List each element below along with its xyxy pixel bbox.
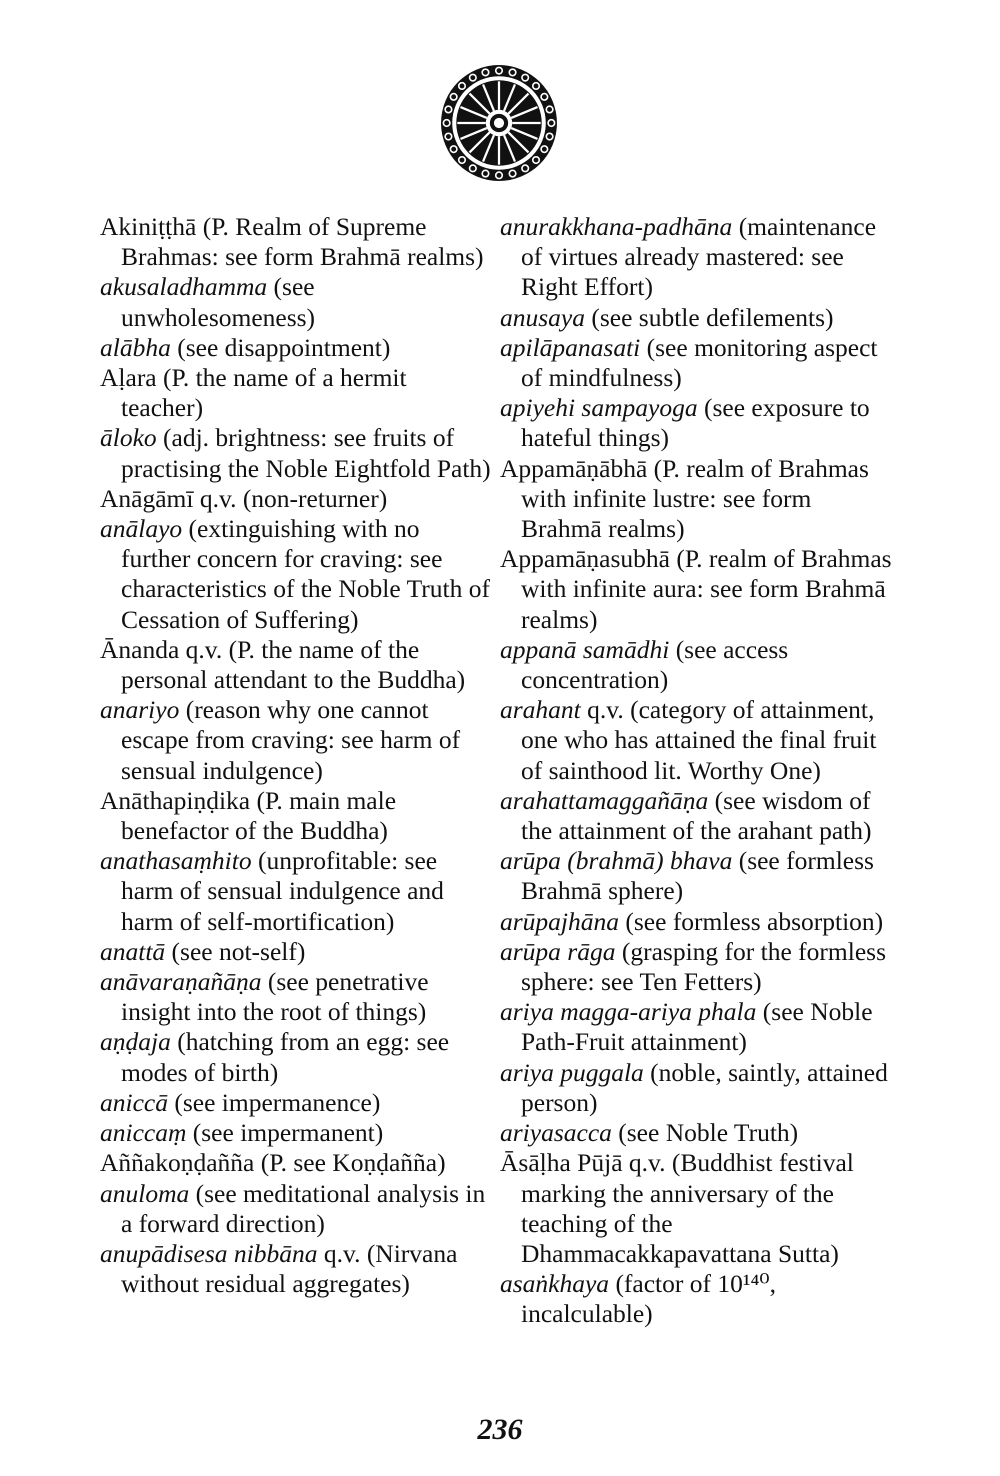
entry-text: (see monitoring aspect of mindfulness) [521, 332, 878, 393]
entry-term: aniccaṃ [100, 1118, 187, 1148]
entry-text: (reason why one cannot escape from craving: see harm of sensual indulgence) [121, 695, 461, 785]
glossary-entry [100, 1179, 492, 1239]
glossary-entry [500, 1148, 894, 1269]
entry-text: (factor of 10¹⁴⁰, incalculable) [521, 1269, 777, 1329]
entry-term: appanā samādhi [500, 634, 670, 664]
entry-text: (maintenance of virtues already mastered: see Right Effort) [521, 212, 877, 302]
glossary-entry [100, 635, 492, 695]
glossary-entry [100, 333, 492, 363]
entry-term: anuloma [100, 1178, 190, 1208]
entry-text: (see disappointment) [170, 332, 391, 362]
glossary-entry [500, 786, 894, 846]
entry-text: (adj. brightness: see fruits of practising the Noble Eightfold Path) [121, 423, 491, 483]
entry-term: arūpa (brahmā) bhava [500, 846, 733, 876]
entry-term: apilāpanasati [500, 332, 641, 362]
page-number: 236 [477, 1413, 523, 1446]
entry-text: (noble, saintly, attained person) [521, 1057, 888, 1117]
left-column [100, 212, 492, 1299]
entry-text: (see formless absorption) [619, 906, 884, 936]
glossary-entry [100, 1088, 492, 1118]
glossary-entry [100, 363, 492, 423]
entry-term: anurakkhana-padhāna [500, 212, 733, 241]
entry-text: Āsāḷha Pūjā q.v. (Buddhist festival marking the anniversary of the teaching of the Dhammacakkapavattana Sutta) [500, 1148, 854, 1268]
entry-text: (extinguishing with no further concern for craving: see characteristics of the Noble Truth of Cessation of Suffering) [121, 514, 490, 634]
entry-text: (see exposure to hateful things) [521, 393, 870, 453]
entry-text: (grasping for the formless sphere: see Ten Fetters) [521, 936, 886, 997]
entry-term: ariya magga-ariya phala [500, 997, 757, 1027]
entry-text: (see unwholesomeness) [121, 272, 316, 332]
entry-text: (see meditational analysis in a forward direction) [121, 1178, 486, 1238]
glossary-entry [500, 846, 894, 906]
entry-term: arahant [500, 695, 581, 725]
glossary-entry [500, 997, 894, 1057]
entry-text: (see formless Brahmā sphere) [521, 846, 874, 906]
entry-text: (see access concentration) [521, 634, 789, 695]
glossary-entry [100, 1239, 492, 1299]
entry-text: (see penetrative insight into the root of things) [121, 967, 429, 1027]
entry-term: anālayo [100, 514, 183, 544]
entry-text: Appamāṇasubhā (P. realm of Brahmas with infinite aura: see form Brahmā realms) [500, 544, 892, 634]
entry-text: q.v. (category of attainment, one who has attained the final fruit of sainthood lit. Worthy One) [521, 695, 877, 785]
glossary-entry [100, 212, 492, 272]
entry-text: (see Noble Path-Fruit attainment) [521, 997, 873, 1057]
entry-term: aniccā [100, 1087, 168, 1117]
glossary-entry [100, 695, 492, 786]
entry-text: (see Noble Truth) [611, 1118, 799, 1148]
entry-term: anusaya [500, 302, 585, 332]
entry-term: asaṅkhaya [500, 1269, 610, 1299]
glossary-entry [500, 212, 894, 303]
right-column [500, 212, 894, 1330]
entry-term: anattā [100, 936, 166, 966]
entry-text: (unprofitable: see harm of sensual indulgence and harm of self-mortification) [121, 846, 444, 936]
entry-text: (see impermanent) [186, 1118, 384, 1148]
glossary-entry [100, 1148, 492, 1178]
glossary-entry [100, 423, 492, 483]
glossary-entry [100, 846, 492, 937]
entry-term: anathasaṃhito [100, 846, 252, 876]
glossary-entry [500, 907, 894, 937]
entry-text: Anāgāmī q.v. (non-returner) [100, 483, 388, 513]
glossary-entry [100, 937, 492, 967]
glossary-entry [100, 967, 492, 1027]
entry-term: ariya puggala [500, 1057, 644, 1087]
glossary-entry [500, 303, 894, 333]
glossary-entry [100, 1118, 492, 1148]
entry-text: Akiniṭṭhā (P. Realm of Supreme Brahmas: see form Brahmā realms) [100, 212, 484, 272]
glossary-entry [500, 333, 894, 393]
glossary-entry [100, 1027, 492, 1087]
glossary-entry [500, 454, 894, 545]
entry-term: alābha [100, 332, 171, 362]
entry-text: Aññakoṇḍañña (P. see Koṇḍañña) [100, 1148, 446, 1178]
entry-text: Appamāṇābhā (P. realm of Brahmas with infinite lustre: see form Brahmā realms) [500, 453, 869, 544]
dharma-wheel-icon [438, 62, 560, 184]
entry-text: Ānanda q.v. (P. the name of the personal attendant to the Buddha) [100, 634, 466, 695]
glossary-entry [500, 695, 894, 786]
glossary-entry [500, 1269, 894, 1329]
glossary-entry [500, 1058, 894, 1118]
entry-text: (hatching from an egg: see modes of birth) [121, 1027, 450, 1087]
entry-term: arahattamaggañāṇa [500, 785, 709, 815]
entry-term: arūpa rāga [500, 936, 616, 966]
glossary-entry [100, 272, 492, 332]
entry-text: (see wisdom of the attainment of the arahant path) [521, 785, 872, 846]
entry-text: (see not-self) [165, 936, 306, 966]
entry-term: ariyasacca [500, 1118, 612, 1148]
entry-term: anāvaraṇañāṇa [100, 967, 262, 997]
glossary-entry [100, 514, 492, 635]
entry-term: akusaladhamma [100, 272, 268, 302]
glossary-entry [100, 484, 492, 514]
entry-text: q.v. (Nirvana without residual aggregates) [121, 1238, 458, 1299]
entry-term: apiyehi sampayoga [500, 393, 698, 423]
entry-term: anupādisesa nibbāna [100, 1238, 318, 1268]
entry-text: (see subtle defilements) [585, 302, 834, 332]
glossary-entry [500, 393, 894, 453]
entry-term: aṇḍaja [100, 1027, 171, 1057]
glossary-entry [500, 1118, 894, 1148]
entry-term: arūpajhāna [500, 906, 620, 936]
entry-text: (see impermanence) [167, 1087, 381, 1117]
glossary-entry [500, 544, 894, 635]
glossary-entry [100, 786, 492, 846]
glossary-entry [500, 937, 894, 997]
glossary-entry [500, 635, 894, 695]
entry-term: anariyo [100, 695, 180, 725]
entry-text: Anāthapiṇḍika (P. main male benefactor of the Buddha) [100, 785, 397, 846]
entry-text: Aḷara (P. the name of a hermit teacher) [100, 363, 407, 423]
entry-term: āloko [100, 423, 157, 453]
